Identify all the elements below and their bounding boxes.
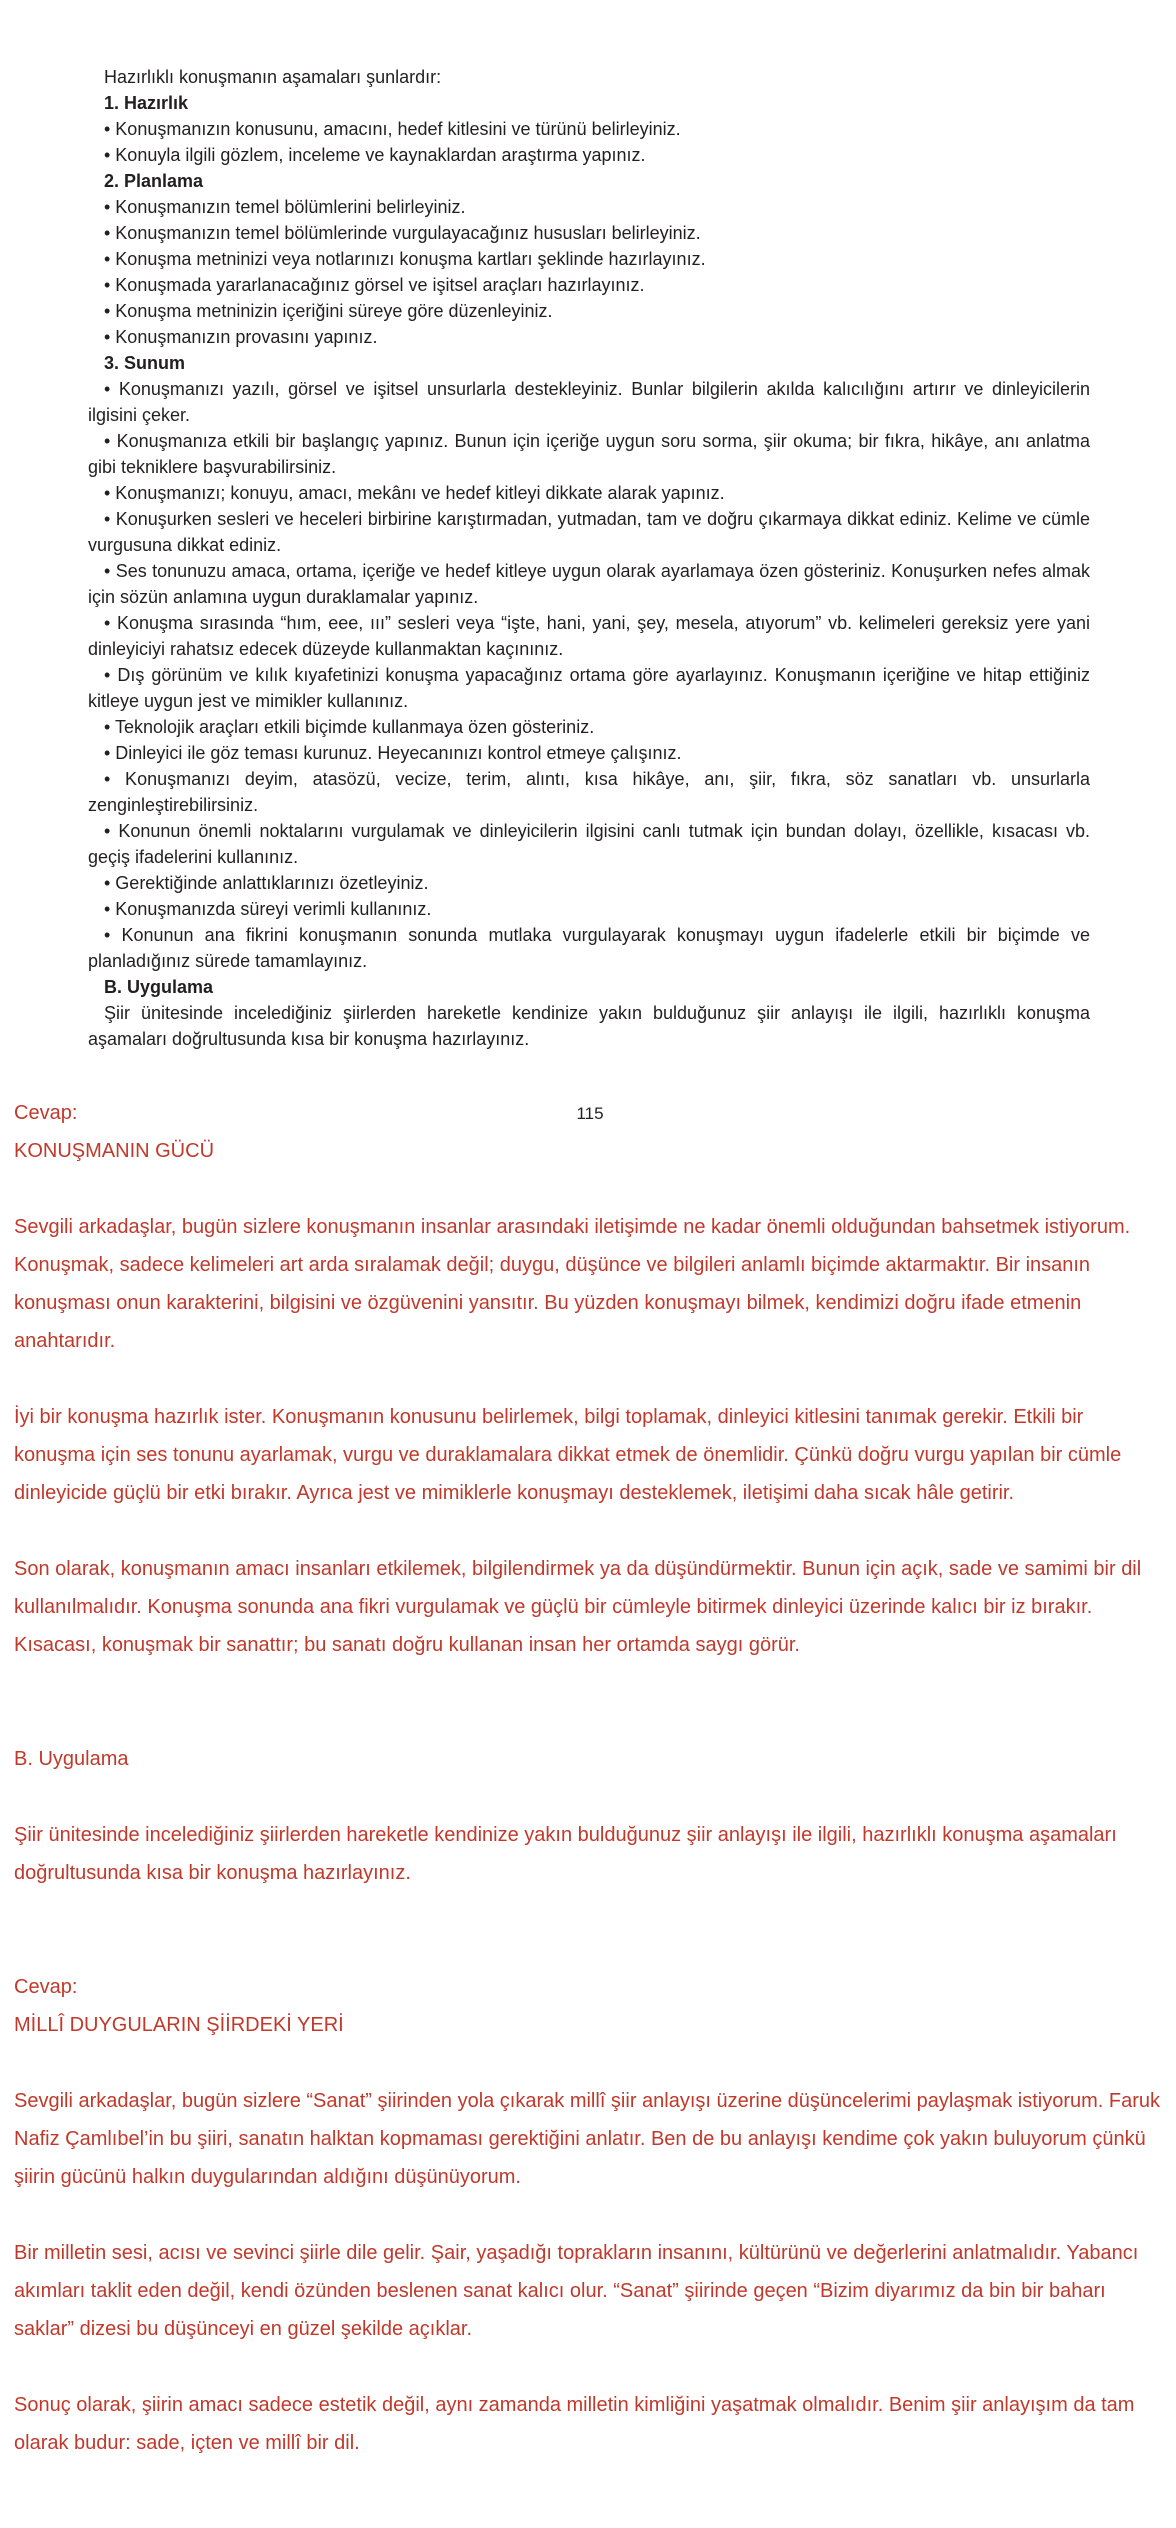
- section-title-hazirlik: 1. Hazırlık: [104, 93, 189, 113]
- excerpt-bullet: • Konuşmanızda süreyi verimli kullanınız.: [104, 899, 432, 919]
- excerpt-bullet: • Konuşmanızı yazılı, görsel ve işitsel unsurlarla destekleyiniz. Bunlar bilgilerin akılda kalıcılığını artırır ve dinleyicilerin ilgisini çeker.: [88, 379, 1090, 425]
- excerpt-bullet: • Konuşmanızın temel bölümlerini belirleyiniz.: [104, 197, 466, 217]
- answer2-paragraph: Sonuç olarak, şiirin amacı sadece estetik değil, aynı zamanda milletin kimliğini yaşatmak olmalıdır. Benim şiir anlayışım da tam olarak budur: sade, içten ve millî bir dil.: [14, 2394, 1135, 2454]
- excerpt-bullet: • Konuyla ilgili gözlem, inceleme ve kaynaklardan araştırma yapınız.: [104, 145, 646, 165]
- uygulama-title-excerpt: B. Uygulama: [104, 977, 214, 997]
- excerpt-bullet: • Ses tonunuzu amaca, ortama, içeriğe ve hedef kitleye uygun olarak ayarlamaya özen gösteriniz. Konuşurken nefes almak için sözün anlamına uygun duraklamalar yapınız.: [88, 561, 1090, 607]
- answer1-paragraph: Son olarak, konuşmanın amacı insanları etkilemek, bilgilendirmek ya da düşündürmektir. Bunun için açık, sade ve samimi bir dil kullanılmalıdır. Konuşma sonunda ana fikri vurgulamak ve güçlü bir cümleyle bitirmek dinleyici üzerinde kalıcı bir iz bırakır. Kısacası, konuşmak bir sanattır; bu sanatı doğru kullanan insan her ortamda saygı görür.: [14, 1558, 1142, 1656]
- uygulama-text-excerpt: Şiir ünitesinde incelediğiniz şiirlerden hareketle kendinize yakın bulduğunuz şiir anlayışı ile ilgili, hazırlıklı konuşma aşamaları doğrultusunda kısa bir konuşma hazırlayınız.: [88, 1003, 1090, 1049]
- answer2-paragraph: Bir milletin sesi, acısı ve sevinci şiirle dile gelir. Şair, yaşadığı toprakların insanını, kültürünü ve değerlerini anlatmalıdır. Yabancı akımları taklit eden değil, kendi özünden beslenen sanat kalıcı olur. “Sanat” şiirinde geçen “Bizim diyarımız da bin bir baharı saklar” dizesi bu düşünceyi en güzel şekilde açıklar.: [14, 2242, 1139, 2340]
- excerpt-bullet: • Konunun önemli noktalarını vurgulamak ve dinleyicilerin ilgisini canlı tutmak için bundan dolayı, özellikle, kısacası vb. geçiş ifadelerini kullanınız.: [88, 821, 1090, 867]
- excerpt-intro: Hazırlıklı konuşmanın aşamaları şunlardır:: [104, 67, 442, 87]
- answer2-cevap-label: Cevap:: [14, 1976, 78, 1998]
- excerpt-bullet: • Konunun ana fikrini konuşmanın sonunda mutlaka vurgulayarak konuşmayı uygun ifadelerle etkili bir biçimde ve planladığınız sürede tamamlayınız.: [88, 925, 1090, 971]
- answer1-paragraph: İyi bir konuşma hazırlık ister. Konuşmanın konusunu belirlemek, bilgi toplamak, dinleyici kitlesini tanımak gerekir. Etkili bir konuşma için ses tonunu ayarlamak, vurgu ve duraklamalara dikkat etmek de önemlidir. Çünkü doğru vurgu yapılan bir cümle dinleyicide güçlü bir etki bırakır. Ayrıca jest ve mimiklerle konuşmayı desteklemek, iletişimi daha sıcak hâle getirir.: [14, 1406, 1122, 1504]
- section-title-sunum: 3. Sunum: [104, 353, 186, 373]
- excerpt-bullet: • Konuşma metninizin içeriğini süreye göre düzenleyiniz.: [104, 301, 553, 321]
- excerpt-bullet: • Dinleyici ile göz teması kurunuz. Heyecanınızı kontrol etmeye çalışınız.: [104, 743, 682, 763]
- answer2-header: [14, 1968, 1166, 2044]
- page-number: 115: [576, 1104, 604, 1123]
- excerpt-bullet: • Dış görünüm ve kılık kıyafetinizi konuşma yapacağınız ortama göre ayarlayınız. Konuşmanın içeriğine ve hitap ettiğiniz kitleye uygun jest ve mimikler kullanınız.: [88, 665, 1090, 711]
- excerpt-bullet: • Konuşmanızı; konuyu, amacı, mekânı ve hedef kitleyi dikkate alarak yapınız.: [104, 483, 725, 503]
- answer1-paragraph: Sevgili arkadaşlar, bugün sizlere konuşmanın insanlar arasındaki iletişimde ne kadar önemli olduğundan bahsetmek istiyorum. Konuşmak, sadece kelimeleri art arda sıralamak değil; duygu, düşünce ve bilgileri anlamlı biçimde aktarmaktır. Bir insanın konuşması onun karakterini, bilgisini ve özgüvenini yansıtır. Bu yüzden konuşmayı bilmek, kendimizi doğru ifade etmenin anahtarıdır.: [14, 1216, 1131, 1352]
- excerpt-bullet: • Konuşmanızın provasını yapınız.: [104, 327, 378, 347]
- excerpt-bullet: • Konuşmada yararlanacağınız görsel ve işitsel araçları hazırlayınız.: [104, 275, 645, 295]
- excerpt-bullet: • Gerektiğinde anlattıklarınızı özetleyiniz.: [104, 873, 429, 893]
- excerpt-bullet: • Konuşmanızın temel bölümlerinde vurgulayacağınız hususları belirleyiniz.: [104, 223, 701, 243]
- uygulama-text-answer: Şiir ünitesinde incelediğiniz şiirlerden hareketle kendinize yakın bulduğunuz şiir anlayışı ile ilgili, hazırlıklı konuşma aşamaları doğrultusunda kısa bir konuşma hazırlayınız.: [14, 1824, 1117, 1884]
- excerpt-bullet: • Teknolojik araçları etkili biçimde kullanmaya özen gösteriniz.: [104, 717, 595, 737]
- excerpt-bullet: • Konuşma metninizi veya notlarınızı konuşma kartları şeklinde hazırlayınız.: [104, 249, 706, 269]
- answer1-cevap-label: Cevap:: [14, 1102, 78, 1124]
- uygulama-title-answer: B. Uygulama: [14, 1748, 129, 1770]
- answer1-header: [14, 1094, 1166, 1170]
- excerpt-bullet: • Konuşmanızın konusunu, amacını, hedef kitlesini ve türünü belirleyiniz.: [104, 119, 681, 139]
- excerpt-bullet: • Konuşma sırasında “hım, eee, ııı” sesleri veya “işte, hani, yani, şey, mesela, atıyorum” vb. kelimeleri gereksiz yere yani dinleyiciyi rahatsız edecek düzeyde kullanmaktan kaçınınız.: [88, 613, 1090, 659]
- answer-section: [0, 1094, 1176, 2486]
- answer2-title: MİLLÎ DUYGULARIN ŞİİRDEKİ YERİ: [14, 2014, 344, 2036]
- section-title-planlama: 2. Planlama: [104, 171, 204, 191]
- excerpt-bullet: • Konuşmanıza etkili bir başlangıç yapınız. Bunun için içeriğe uygun soru sorma, şiir okuma; bir fıkra, hikâye, anı anlatma gibi tekniklere başvurabilirsiniz.: [88, 431, 1090, 477]
- excerpt-bullet: • Konuşmanızı deyim, atasözü, vecize, terim, alıntı, kısa hikâye, anı, şiir, fıkra, söz sanatları vb. unsurlarla zenginleştirebilirsiniz.: [88, 769, 1090, 815]
- answer1-title: KONUŞMANIN GÜCÜ: [14, 1140, 215, 1162]
- textbook-excerpt: [0, 0, 1176, 1052]
- answer2-paragraph: Sevgili arkadaşlar, bugün sizlere “Sanat” şiirinden yola çıkarak millî şiir anlayışı üzerine düşüncelerimi paylaşmak istiyorum. Faruk Nafiz Çamlıbel’in bu şiiri, sanatın halktan kopmaması gerektiğini anlatır. Ben de bu anlayışı kendime çok yakın buluyorum çünkü şiirin gücünü halkın duygularından aldığını düşünüyorum.: [14, 2090, 1161, 2188]
- excerpt-bullet: • Konuşurken sesleri ve heceleri birbirine karıştırmadan, yutmadan, tam ve doğru çıkarmaya dikkat ediniz. Kelime ve cümle vurgusuna dikkat ediniz.: [88, 509, 1090, 555]
